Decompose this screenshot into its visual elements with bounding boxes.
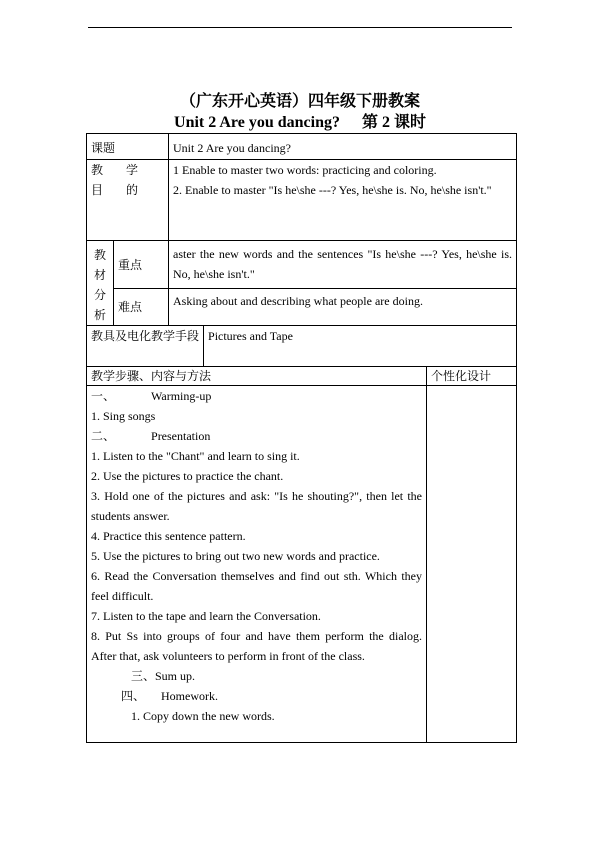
list-item: 1. Listen to the "Chant" and learn to sing it. <box>91 449 300 463</box>
list-item: 5. Use the pictures to bring out two new words and practice. <box>91 549 380 563</box>
difficulty-value: Asking about and describing what people are doing. <box>169 289 517 326</box>
lesson-number: 第 2 课时 <box>361 114 426 131</box>
teaching-tools-label: 教具及电化教学手段 <box>87 326 204 367</box>
key-point-label: 重点 <box>114 241 169 289</box>
list-item: 1. Sing songs <box>91 409 156 423</box>
analysis-label-cell: 教 材 分 析 <box>87 241 114 326</box>
topic-row <box>87 134 517 160</box>
section-homework: 四、 Homework. <box>121 689 219 703</box>
key-point-value: aster the new words and the sentences "Is he\she ---? Yes, he\she is. No, he\she isn't." <box>169 241 517 289</box>
document-title: （广东开心英语）四年级下册教案 <box>179 93 420 110</box>
goals-cell <box>169 160 517 241</box>
section-sum-up: 三、Sum up. <box>131 669 196 683</box>
list-item: 8. Put Ss into groups of four and have them perform the dialog. After that, ask volunteers to perform in front of the class. <box>91 629 423 663</box>
topic-label-cell: 课题 <box>87 134 169 160</box>
list-item: 6. Read the Conversation themselves and find out sth. Which they feel difficult. <box>91 569 423 603</box>
steps-header: 教学步骤、内容与方法 <box>87 367 427 386</box>
unit-title: Unit 2 Are you dancing? <box>174 114 340 131</box>
personal-design-cell <box>427 386 517 743</box>
goals-label-cell: 教 学 目 的 <box>87 160 169 241</box>
goals-row <box>87 160 517 241</box>
list-item: 7. Listen to the tape and learn the Conversation. <box>91 609 321 623</box>
section-warming-up: 一、 Warming-up <box>91 389 212 403</box>
difficulty-row <box>87 289 517 326</box>
steps-body-row <box>87 386 517 743</box>
key-point-row <box>87 241 517 289</box>
document-subtitle <box>0 113 600 133</box>
list-item: 1. Copy down the new words. <box>131 709 275 723</box>
header-rule <box>88 27 512 28</box>
lesson-plan-table <box>86 133 517 743</box>
teaching-tools-row <box>87 326 517 367</box>
section-presentation: 二、 Presentation <box>91 429 211 443</box>
steps-header-row <box>87 367 517 386</box>
teaching-tools-value: Pictures and Tape <box>204 326 517 367</box>
goal-item: 1 Enable to master two words: practicing and coloring. <box>173 163 437 177</box>
list-item: 3. Hold one of the pictures and ask: "Is he shouting?", then let the students answer. <box>91 489 423 523</box>
list-item: 2. Use the pictures to practice the chant. <box>91 469 284 483</box>
topic-value-cell: Unit 2 Are you dancing? <box>169 134 517 160</box>
goal-item: 2. Enable to master "Is he\she ---? Yes, he\she is. No, he\she isn't." <box>173 183 492 197</box>
steps-cell <box>87 386 427 743</box>
list-item: 4. Practice this sentence pattern. <box>91 529 246 543</box>
personal-design-header: 个性化设计 <box>427 367 517 386</box>
difficulty-label: 难点 <box>114 289 169 326</box>
